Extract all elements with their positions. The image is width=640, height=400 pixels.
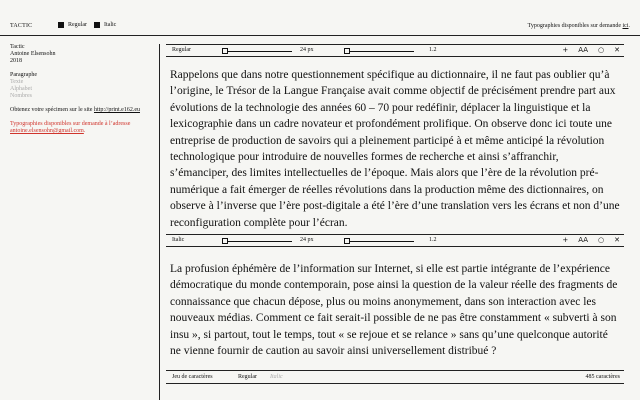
slider-handle[interactable] xyxy=(344,238,350,244)
top-bar xyxy=(0,0,640,36)
size-value: 24 px xyxy=(300,237,314,243)
request-note xyxy=(10,121,156,135)
close-icon[interactable]: ✕ xyxy=(614,236,620,244)
square-icon xyxy=(94,22,100,28)
style-select[interactable]: Regular xyxy=(172,47,191,53)
specimen-text[interactable]: Rappelons que dans notre questionnement spécifique au dictionnaire, il ne faut pas oublier qu’à l’origine, le Trésor de la Langue Française avait comme objectif de précisément prendre part aux évolutions de la technologie des années 60 – 70 pour redéfinir, déplacer la linguistique et la lexicographie dans un cadre novateur et profondément prolifique. On observe donc ici toute une entreprise de production de savoirs qui a pleinement participé à et même anticipé la révolution technologique pour introduire de nouvelles formes de recherche et ainsi s’affranchir, s’émanciper, des limites intellectuelles de l’époque. Mais alors que l’ère de la révolution pré-numérique a fait émerger de réelles révolutions dans la production même des dictionnaires, on observe à l’inverse que l’ère post-digitale a été l’ère d’une translation vers les écrans et non d’une reconfiguration complète pour l’écran. xyxy=(170,69,620,229)
nav-item-texte[interactable]: Texte xyxy=(10,79,24,85)
leading-slider[interactable] xyxy=(344,241,414,242)
glyph-set-regular[interactable]: Regular xyxy=(238,374,257,380)
specimen-note-text: Obtenez votre spécimen sur le site xyxy=(10,107,94,113)
size-slider[interactable] xyxy=(222,241,292,242)
leading-slider[interactable] xyxy=(344,51,414,52)
panel-controls xyxy=(166,44,624,57)
case-toggle-icon[interactable]: AA xyxy=(578,236,589,244)
size-value: 24 px xyxy=(300,47,314,53)
slider-handle[interactable] xyxy=(222,238,228,244)
brand-name: TACTIC xyxy=(10,23,33,29)
font-name: Tactic xyxy=(10,44,25,50)
availability-note-text: Typographies disponibles sur demande xyxy=(527,23,623,29)
nav-section-title: Paragraphe xyxy=(10,72,37,78)
font-year: 2018 xyxy=(10,58,22,64)
glyph-count: 485 caractères xyxy=(585,374,620,380)
slider-handle[interactable] xyxy=(344,48,350,54)
request-note-end: . xyxy=(83,128,86,134)
toggle-italic-label: Italic xyxy=(104,22,117,28)
sidebar-nav xyxy=(10,72,156,100)
availability-link[interactable]: ici xyxy=(622,23,629,29)
add-icon[interactable]: + xyxy=(562,46,569,54)
size-slider[interactable] xyxy=(222,51,292,52)
toggle-italic[interactable] xyxy=(94,22,116,28)
nav-item-nombres[interactable]: Nombres xyxy=(10,93,32,99)
toggle-regular-label: Regular xyxy=(68,22,87,28)
sidebar xyxy=(10,44,156,142)
author-name: Antoine Elsensohn xyxy=(10,51,56,57)
leading-value: 1.2 xyxy=(429,47,437,53)
divider xyxy=(159,44,160,400)
availability-note xyxy=(528,23,630,29)
glyph-set-label: Jeu de caractères xyxy=(172,374,213,380)
nav-item-alphabet[interactable]: Alphabet xyxy=(10,86,32,92)
specimen-text[interactable]: La profusion éphémère de l’information sur Internet, si elle est partie intégrante de l’expérience démocratique du monde contemporain, pose ainsi la question de la valeur réelle des fragments de connaissance que chacun dépose, plus ou moins anonymement, dans son interaction avec les nouveaux médias. Comment ce fait serait-il possible de ne pas être constamment « subverti à son insu », si partout, tout le temps, tout « se rejoue et se relance » sans qu’une quelconque autorité ne vienne fournir de caution au savoir ainsi universellement distribué ? xyxy=(170,263,618,358)
leading-value: 1.2 xyxy=(429,237,437,243)
square-icon xyxy=(58,22,64,28)
glyph-set-italic[interactable]: Italic xyxy=(270,374,283,380)
panel-tools xyxy=(562,46,620,54)
request-note-text: Typographies disponibles sur demande à l’adresse xyxy=(10,121,131,127)
panel-tools xyxy=(562,236,620,244)
toggle-regular[interactable] xyxy=(58,22,87,28)
circle-icon[interactable]: ○ xyxy=(598,236,605,244)
add-icon[interactable]: + xyxy=(562,236,569,244)
glyph-set-bar xyxy=(166,370,624,384)
specimen-link[interactable]: http://print.e162.eu xyxy=(93,107,140,113)
specimen-panel-regular xyxy=(166,44,624,231)
slider-handle[interactable] xyxy=(222,48,228,54)
case-toggle-icon[interactable]: AA xyxy=(578,46,589,54)
specimen-note xyxy=(10,107,156,114)
style-select[interactable]: Italic xyxy=(172,237,185,243)
request-email-link[interactable]: antoine.elsensohn@gmail.com xyxy=(10,128,84,134)
circle-icon[interactable]: ○ xyxy=(598,46,605,54)
specimen-panel-italic xyxy=(166,234,624,359)
panel-controls xyxy=(166,234,624,247)
font-info xyxy=(10,44,156,65)
close-icon[interactable]: ✕ xyxy=(614,46,620,54)
availability-note-end: . xyxy=(628,23,630,29)
